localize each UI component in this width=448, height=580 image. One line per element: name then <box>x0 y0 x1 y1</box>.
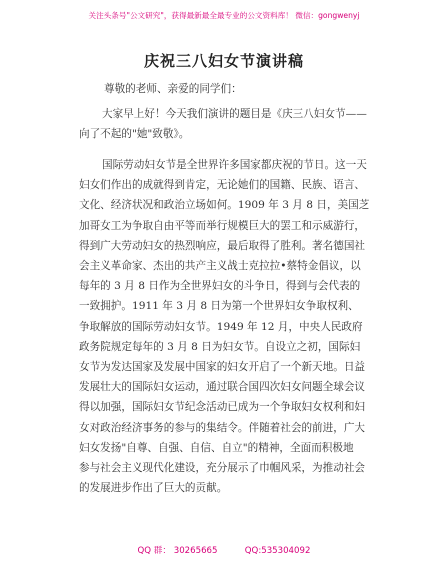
paragraph-line: 会主义革命家、杰出的共产主义战士克拉拉•蔡特金倡议，以 <box>79 260 361 273</box>
paragraph-line: 争取解放的国际劳动妇女节。1949 年 12 月，中央人民政府 <box>79 320 363 333</box>
salutation: 尊敬的老师、亲爱的同学们： <box>104 83 242 95</box>
paragraph-line: 每年的 3 月 8 日作为全世界妇女的斗争日，得到与会代表的 <box>79 280 361 293</box>
paragraph-line: 的发展进步作出了巨大的贡献。 <box>79 482 228 495</box>
footer-qq: QQ:535304092 <box>244 546 311 556</box>
paragraph-greeting <box>79 104 373 144</box>
paragraph-line: 妇女们作出的成就得到肯定，无论她们的国籍、民族、语言、 <box>79 179 366 192</box>
paragraph-line: 女节为发达国家及发展中国家的妇女开启了一个新天地。日益 <box>79 361 366 374</box>
footer-qq-group: QQ 群： 30265665 <box>137 546 218 556</box>
paragraph-line: 得到广大劳动妇女的热烈响应，最后取得了胜利。著名德国社 <box>79 239 366 252</box>
header-promo: 关注头条号"公文研究"，获得最新最全最专业的公文资料库！ 微信：gongwenyj <box>88 11 360 20</box>
footer-contact <box>0 544 448 556</box>
paragraph-line: 大家早上好！今天我们演讲的题目是《庆三八妇女节—— <box>102 108 367 120</box>
paragraph-line: 发展壮大的国际妇女运动，通过联合国四次妇女问题全球会议 <box>79 381 366 394</box>
paragraph-line: 政务院规定每年的 3 月 8 日为妇女节。自设立之初，国际妇 <box>79 340 361 353</box>
paragraph-line: 一致拥护。1911 年 3 月 8 日为第一个世界妇女争取权利、 <box>79 300 359 313</box>
paragraph-line: 妇女发扬"自尊、自强、自信、自立"的精神，全面而积极地 <box>79 441 354 454</box>
paragraph-line: 参与社会主义现代化建设，充分展示了巾帼风采，为推动社会 <box>79 462 366 475</box>
paragraph-line: 加哥女工为争取自由平等而举行规模巨大的罢工和示威游行， <box>79 219 366 232</box>
paragraph-line: 向了不起的"她"致敬》。 <box>79 128 190 141</box>
paragraph-history <box>79 155 373 498</box>
paragraph-line: 女对政治经济事务的参与的集结令。伴随着社会的前进，广大 <box>79 421 366 434</box>
paragraph-line: 文化、经济状况和政治立场如何。1909 年 3 月 8 日，美国芝 <box>79 199 370 212</box>
paragraph-line: 得以加强，国际妇女节纪念活动已成为一个争取妇女权利和妇 <box>79 401 366 414</box>
page-title: 庆祝三八妇女节演讲稿 <box>143 52 304 70</box>
paragraph-line: 国际劳动妇女节是全世界许多国家都庆祝的节日。这一天 <box>102 159 367 171</box>
